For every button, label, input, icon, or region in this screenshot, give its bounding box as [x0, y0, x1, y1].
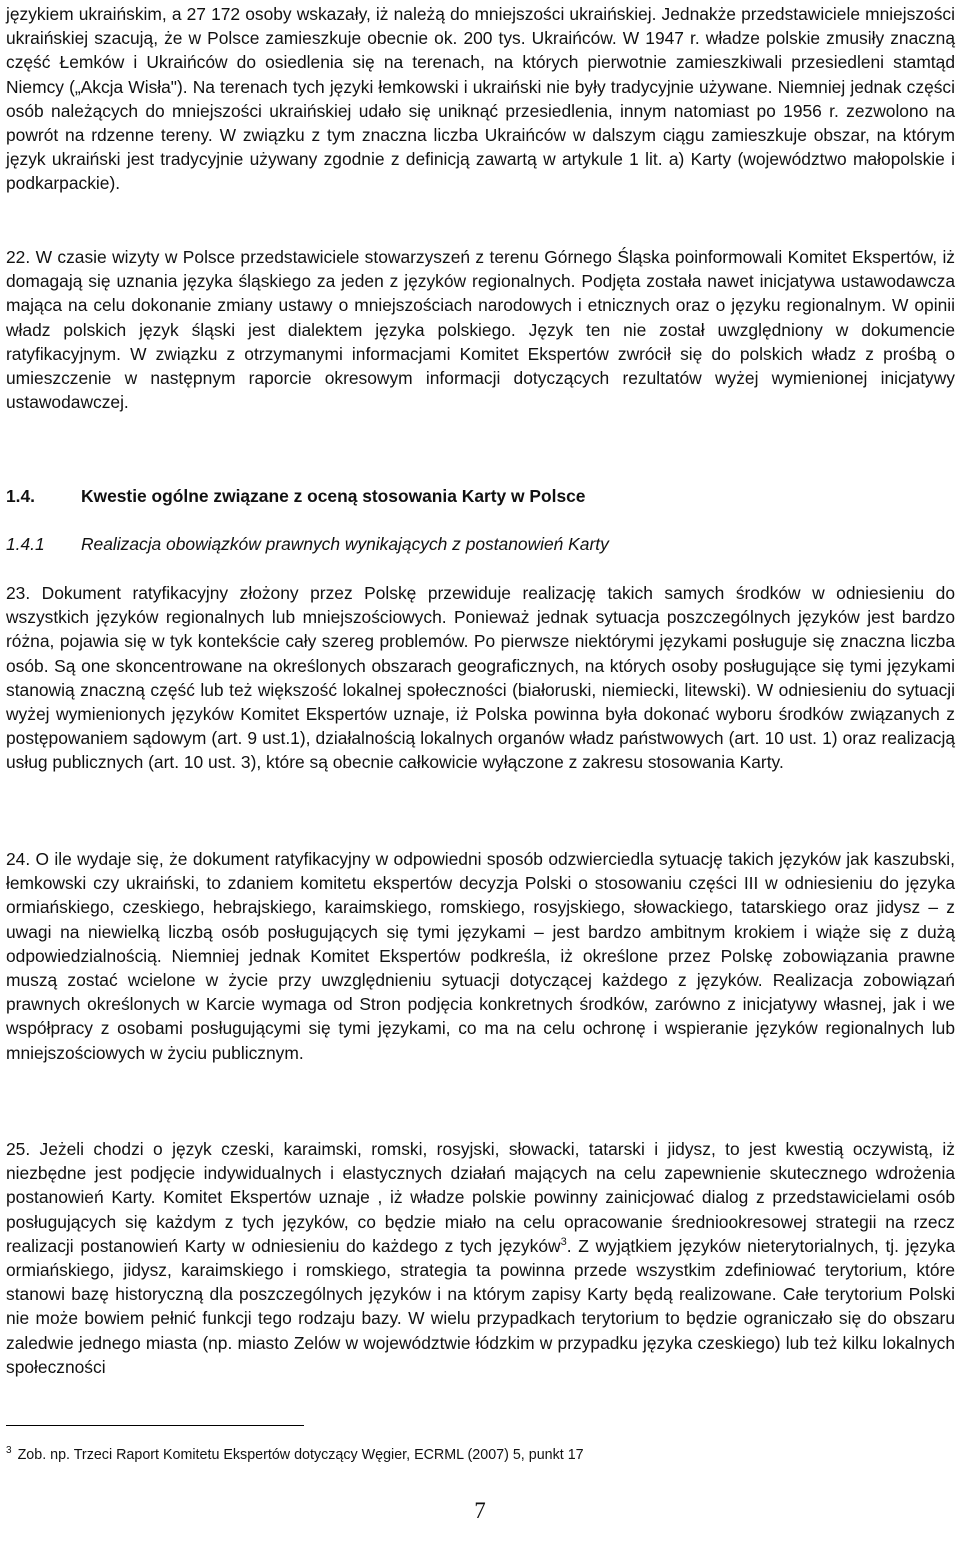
- subsection-number: 1.4.1: [6, 534, 45, 554]
- paragraph-intro: językiem ukraińskim, a 27 172 osoby wskazały, iż należą do mniejszości ukraińskiej. Jednakże przedstawiciele mniejszości ukraińskiej szacują, że w Polsce zamieszkuje obecnie ok. 200 tys. Ukraińców. W 1947 r. władze polskie zmusiły znaczną część Łemków i Ukraińców do osiedlenia się na terenach, na których pierwotnie zamieszkiwali przesiedleni stamtąd Niemcy („Akcja Wisła"). Na terenach tych języki łemkowski i ukraiński nie były tradycyjnie używane. Niemniej jednak części osób należących do mniejszości ukraińskiej udało się uniknąć przesiedlenia, innym natomiast po 1956 r. zezwolono na powrót na rdzenne tereny. W związku z tym znaczna liczba Ukraińców w dalszym ciągu zamieszkuje obszar, na którym język ukraiński jest tradycyjnie używany zgodnie z definicją zawartą w artykule 1 lit. a) Karty (województwo małopolskie i podkarpackie).: [6, 4, 955, 194]
- section-heading-1-4: [6, 484, 955, 508]
- paragraph-25-part-1: 25. Jeżeli chodzi o język czeski, karaimski, romski, rosyjski, słowacki, tatarski i jidysz, to jest kwestią oczywistą, iż niezbędne jest podjęcie indywidualnych i elastycznych działań mających na celu zapewnienie skutecznego wdrożenia postanowień Karty. Komitet Ekspertów uznaje , iż władze polskie powinny zainicjować dialog z przedstawicielami osób posługujących się każdym z tych języków, co będzie miało na celu opracowanie średniookresowej strategii na rzecz realizacji postanowień Karty w odniesieniu do każdego z tych języków: [6, 1139, 955, 1256]
- footnote-reference[interactable]: 3: [560, 1236, 567, 1249]
- paragraph-25-part-2: . Z wyjątkiem języków nieterytorialnych, tj. języka ormiańskiego, jidysz, karaimskiego i romskiego, strategia ta powinna przede wszystkim zdefiniować terytorium, które stanowi bazę historyczną dla poszczególnych języków i na którym zapisy Karty będą realizowane. Całe terytorium Polski nie może bowiem pełnić funkcji tego rodzaju bazy. W wielu przypadkach terytorium to będzie ograniczało się do obszaru zaledwie jednego miasta (np. miasto Zelów w województwie łódzkim w przypadku języka czeskiego) lub też kilku lokalnych społeczności: [6, 1235, 955, 1377]
- footnote: [6, 1446, 955, 1464]
- page-number: 7: [474, 1498, 486, 1523]
- section-number: 1.4.: [6, 486, 36, 506]
- subsection-title: Realizacja obowiązków prawnych wynikających z postanowień Karty: [81, 534, 609, 554]
- footnote-separator: [6, 1425, 304, 1426]
- footnote-text: Zob. np. Trzeci Raport Komitetu Ekspertów dotyczący Węgier, ECRML (2007) 5, punkt 17: [17, 1447, 584, 1463]
- paragraph-22: 22. W czasie wizyty w Polsce przedstawiciele stowarzyszeń z terenu Górnego Śląska poinformowali Komitet Ekspertów, iż domagają się uznania języka śląskiego za jeden z języków regionalnych. Podjęta została nawet inicjatywa ustawodawcza mająca na celu dokonanie zmiany ustawy o mniejszościach narodowych i etnicznych oraz o języku regionalnym. W opinii władz polskich język śląski jest dialektem języka polskiego. Język ten nie został uwzględniony w dokumencie ratyfikacyjnym. W związku z otrzymanymi informacjami Komitet Ekspertów zwrócił się do polskich władz z prośbą o umieszczenie w następnym raporcie okresowym informacji dotyczących rezultatów wyżej wymienionej inicjatywy ustawodawczej.: [6, 247, 955, 413]
- paragraph-23: 23. Dokument ratyfikacyjny złożony przez Polskę przewiduje realizację takich samych środków w odniesieniu do wszystkich języków regionalnych lub mniejszościowych. Ponieważ jednak sytuacja poszczególnych języków jest bardzo różna, pojawia się w tyk kontekście cały szereg problemów. Po pierwsze niektórymi językami posługuje się znaczna liczba osób. Są one skoncentrowane na określonych obszarach geograficznych, na których osoby posługujące się tymi językami stanowią znaczną część lub też większość lokalnej społeczności (białoruski, niemiecki, litewski). W odniesieniu do sytuacji wyżej wymienionych języków Komitet Ekspertów uznaje, iż Polska powinna była dokonać wyboru środków związanych z postępowaniem sądowym (art. 9 ust.1), działalnością lokalnych organów władz państwowych (art. 10 ust. 1) oraz realizacją usług publicznych (art. 10 ust. 3), które są obecnie całkowicie wyłączone z zakresu stosowania Karty.: [6, 583, 955, 773]
- paragraph-25: [6, 1137, 955, 1379]
- section-title: Kwestie ogólne związane z oceną stosowania Karty w Polsce: [81, 486, 586, 506]
- paragraph-24: 24. O ile wydaje się, że dokument ratyfikacyjny w odpowiedni sposób odzwierciedla sytuację takich języków jak kaszubski, łemkowski czy ukraiński, to zdaniem komitetu ekspertów decyzja Polski o stosowaniu części III w odniesieniu do języka ormiańskiego, czeskiego, hebrajskiego, karaimskiego, romskiego, rosyjskiego, słowackiego, tatarskiego oraz jidysz – z uwagi na niewielką liczbą osób posługujących się tymi językami – jest bardzo ambitnym krokiem i wiąże się z dużą odpowiedzialnością. Niemniej jednak Komitet Ekspertów podkreśla, iż określone przez Polskę zobowiązania prawne muszą zostać wcielone w życie przy uwzględnieniu sytuacji dotyczącej każdego z języków. Realizacja zobowiązań prawnych określonych w Karcie wymaga od Stron podjęcia konkretnych środków, zarówno z inicjatywy własnej, jak i we współpracy z osobami posługującymi się tymi językami, co ma na celu ochronę i wspieranie języków regionalnych lub mniejszościowych w życiu publicznym.: [6, 849, 955, 1063]
- subsection-heading-1-4-1: [6, 532, 955, 556]
- footnote-mark: 3: [6, 1445, 12, 1457]
